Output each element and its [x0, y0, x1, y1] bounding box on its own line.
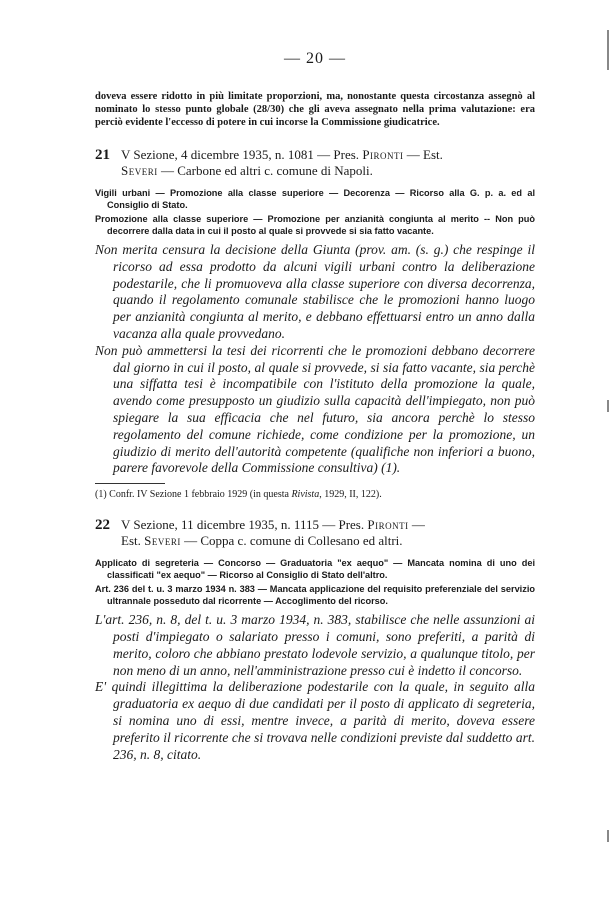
decision-21-number: 21: [95, 147, 110, 163]
keyword-block: Art. 236 del t. u. 3 marzo 1934 n. 383 — Mancata applicazione del requisito preferenziale del servizio ultrannale posseduto dal ricorrente — Accoglimento del ricorso.: [95, 584, 535, 606]
decision-21-sep: — Est.: [403, 147, 443, 162]
intro-paragraph: doveva essere ridotto in più limitate proporzioni, ma, nonostante questa circostanza assegnò al nominato lo stesso punto globale (28/30) che gli aveva assegnato nella prima valutazione: era perciò evidente l'eccesso di potere in cui incorse la Commissione giudicatrice.: [95, 91, 535, 128]
decision-22-keywords: [95, 558, 535, 607]
maxim-paragraph: Non merita censura la decisione della Giunta (prov. am. (s. g.) che respinge il ricorso ad essa prodotto da alcuni vigili urbani contro la deliberazione podestarile, che li promuoveva alla classe superiore con diversa decorrenza, quando il regolamento comunale stabilisce che le promozioni hanno luogo per anzianità congiunta al merito, e debbano effettuarsi entro un anno dalla vacanza alla quale provvedano.: [95, 242, 535, 341]
keyword-block: Applicato di segreteria — Concorso — Graduatoria "ex aequo" — Mancata nomina di uno dei classificati "ex aequo" — Ricorso al Consiglio di Stato dell'altro.: [95, 558, 535, 580]
decision-22-heading: [95, 517, 535, 549]
decision-21-parties: — Carbone ed altri c. comune di Napoli.: [157, 163, 373, 178]
page-number: — 20 —: [284, 50, 346, 67]
decision-21-line-2: [95, 163, 535, 179]
page: [95, 0, 535, 763]
keyword-block: Promozione alla classe superiore — Promozione per anzianità congiunta al merito -- Non può decorrere dalla data in cui il posto al quale si provvede si sia fatto vacante.: [95, 214, 535, 236]
decision-22-maxims: [95, 612, 535, 763]
decision-21-heading: [95, 147, 535, 179]
decision-21-keywords: [95, 188, 535, 237]
footnote-text: (1) Confr. IV Sezione 1 febbraio 1929 (in questa: [95, 489, 292, 501]
footnote-rule: [95, 483, 165, 484]
footnote-journal: Rivista: [291, 489, 320, 501]
decision-22-est-label: Est.: [121, 533, 145, 549]
footnote-ref: , 1929, II, 122).: [319, 489, 382, 501]
footnote: [95, 488, 535, 501]
decision-22-estensore: Severi: [144, 533, 181, 549]
maxim-paragraph: Non può ammettersi la tesi dei ricorrenti che le promozioni debbano decorrere dal giorno in cui il posto, al quale si provvede, si sia fatto vacante, sia perchè una siffatta tesi è incompatibile con l'istituto della promozione la quale, avendo come presupposto un giudizio sulla capacità dell'impiegato, non può spiegare la sua efficacia che nel futuro, sia ancora perchè lo stesso regolamento del comune richiede, come condizione per la promozione, un giudizio di merito dell'autorità competente (qualifiche non inferiori a buono, parere favorevole della Commissione consultiva) (1).: [95, 342, 535, 476]
decision-21-court: V Sezione, 4 dicembre 1935, n. 1081 — Pres.: [121, 147, 363, 162]
decision-21-president: Pironti: [362, 147, 404, 162]
decision-22-parties: — Coppa c. comune di Collesano ed altri.: [180, 533, 403, 549]
decision-22-president: Pironti: [367, 517, 409, 533]
decision-22-sep: —: [408, 517, 425, 533]
decision-22-line-1: [95, 517, 535, 533]
decision-22-court: V Sezione, 11 dicembre 1935, n. 1115 — Pres.: [121, 517, 368, 533]
decision-21-estensore: Severi: [121, 163, 158, 178]
maxim-paragraph: E' quindi illegittima la deliberazione podestarile con la quale, in seguito alla graduatoria ex aequo di due candidati per il posto di applicato di segreteria, si nomina uno di essi, mentre invece, a parità di merito, doveva essere preferito il ricorrente che si trovava nelle condizioni previste dal suddetto art. 236, n. 8, citato.: [95, 679, 535, 762]
maxim-paragraph: L'art. 236, n. 8, del t. u. 3 marzo 1934, n. 383, stabilisce che nelle assunzioni ai posti d'impiegato o salariato presso i comuni, sono preferiti, a parità di merito, coloro che abbiano prestato lodevole servizio, a qualunque titolo, per non meno di un anno, nell'amministrazione presso cui è indetto il concorso.: [95, 612, 535, 678]
decision-21-line-1: [95, 147, 535, 163]
decision-22-number: 22: [95, 517, 110, 534]
keyword-block: Vigili urbani — Promozione alla classe superiore — Decorenza — Ricorso alla G. p. a. ed al Consiglio di Stato.: [95, 188, 535, 210]
decision-22-line-2: [95, 533, 535, 549]
decision-21-maxims: [95, 242, 535, 477]
